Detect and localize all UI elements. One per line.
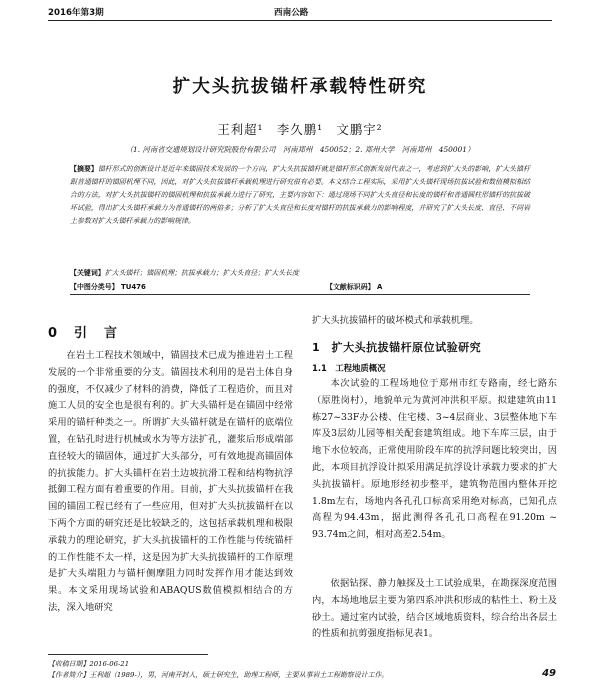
clc-value: TU476: [120, 283, 146, 291]
article-title: 扩大头抗拔锚杆承载特性研究: [172, 77, 428, 97]
clc-label: 【中图分类号】: [70, 283, 119, 291]
keywords-text: 扩大头锚杆；锚固机理；抗拔承载力；扩大头直径；扩大头长度: [104, 269, 299, 277]
footnote-divider: [48, 654, 208, 655]
section-1-heading: 1 扩大头抗拔锚杆原位试验研究: [312, 341, 482, 354]
header-journal-name: 西南公路: [274, 8, 309, 18]
running-header: [48, 2, 552, 22]
keywords-block: [70, 267, 530, 277]
abstract-label: 【摘要】: [70, 165, 98, 173]
author-bio-footnote: 【作者简介】王利超（1989-），男，河南开封人，硕士研究生，助理工程师，主要从事岩土工程勘察设计工作。: [48, 671, 389, 679]
header-issue: 2016年第3期: [48, 8, 104, 18]
soil-layers-paragraph: 依据钻探、静力触探及土工试验成果，在勘探深度范围内，本场地地层主要为第四系冲洪积形成的粘性土、粉土及砂土。通过室内试验，结合区域地质资料，综合给出各层土的性质和抗剪强度指标见表1。: [312, 578, 557, 640]
document-code-label: 【文献标识码】: [326, 283, 375, 291]
page-number: 49: [542, 668, 556, 679]
received-date-footnote: 【收稿日期】2016-06-21: [48, 660, 130, 668]
intro-paragraph: 在岩土工程技术领域中，锚固技术已成为推进岩土工程发展的一个非常重要的分支。锚固技术利用的是岩土体自身的强度，不仅减少了材料的消费，降低了工程造价，而且对施工人员的安全也是很有利的。扩大头锚杆是在锚固中经常采用的锚杆种类之一。所谓扩大头锚杆就是在锚杆的底端位置，在钻孔时进行机械或水为等方法扩孔，灌浆后形成端部直径较大的锚固体，通过扩大头部分，可有效地提高锚固体的抗拔能力。扩大头锚杆在岩土边坡抗滑工程和结构物抗浮抵御工程方面有着重要的作用。目前，扩大头抗拔锚杆在我国的锚固工程已经有了一些应用，但对扩大头抗拔锚杆在以下两个方面的研究还是比较缺乏的，这包括承载机理和极限承载力的理论研究，扩大头抗拔锚杆的工作性能与传统锚杆的工作性能不太一样，这是因为扩大头抗拔锚杆的工作原理是扩大头端阻力与锚杆侧摩阻力同时发挥作用才能达到效果。本文采用现场试验和ABAQUS数值模拟相结合的方法，深入地研究: [48, 350, 293, 613]
intro-heading: 0 引 言: [48, 326, 120, 341]
document-code-value: A: [376, 283, 383, 291]
keywords-label: 【关键词】: [70, 269, 105, 277]
clc-code: [70, 281, 146, 291]
header-divider: [48, 20, 552, 21]
site-description-paragraph: 本次试验的工程场地位于郑州市红专路南，经七路东（原胜岗村），地貌单元为黄河冲洪积平原。拟建建筑由11栋27~33F办公楼、住宅楼、3~4层商业、3层整体地下车库及3层幼儿园等相关配套建筑组成。地下车库三层，由于地下水位较高，正常使用阶段车库的抗浮问题比较突出，因此，本项目抗浮设计拟采用满足抗浮设计承载力要求的扩大头抗拔锚杆。原地形经初步整平，建筑物范围内整体开挖1.8m左右，场地内各孔孔口标高采用绝对标高，已知孔点高程为94.43m，据此测得各孔孔口高程在91.20m ~ 93.74m之间，相对高差2.54m。: [312, 378, 557, 541]
intro-continuation: 扩大头抗拔锚杆的破坏模式和承载机理。: [312, 315, 479, 326]
document-code: [326, 281, 382, 291]
author-affiliations: （1. 河南省交通规划设计研究院股份有限公司 河南郑州 450052；2. 郑州大学 河南郑州 450001）: [125, 145, 475, 154]
abstract-block: [70, 163, 530, 228]
subsection-1-1-heading: 1.1 工程地质概况: [312, 363, 386, 373]
article-authors: 王利超¹ 李久鹏¹ 文鹏宇²: [217, 122, 383, 137]
abstract-divider: [70, 294, 530, 295]
abstract-text: 锚杆形式的创新设计是近年来锚固技术发展的一个方向，扩大头抗拔锚杆就是锚杆形式创新发展代表之一，考虑到扩大头的影响，扩大头锚杆跟普通锚杆的锚固机理不同，因此，对扩大头抗拔锚杆承载机理进行研究很有必要。本文结合工程实际，采用扩大头锚杆现场抗拔试验和数值模拟相结合的方法，对扩大头抗拔锚杆的锚固机理和抗拔承载力进行了研究，主要内容如下：通过现场不同扩大头直径和长度的锚杆和普通圆柱形锚杆的抗拔破坏试验，得出扩大头锚杆承载力为普通锚杆的两倍多；分析了扩大头直径和长度对锚杆的抗拔承载力的影响程度，并研究了扩大头长度、直径、不同岩土参数对扩大头锚杆承载力的影响规律。: [70, 165, 531, 226]
